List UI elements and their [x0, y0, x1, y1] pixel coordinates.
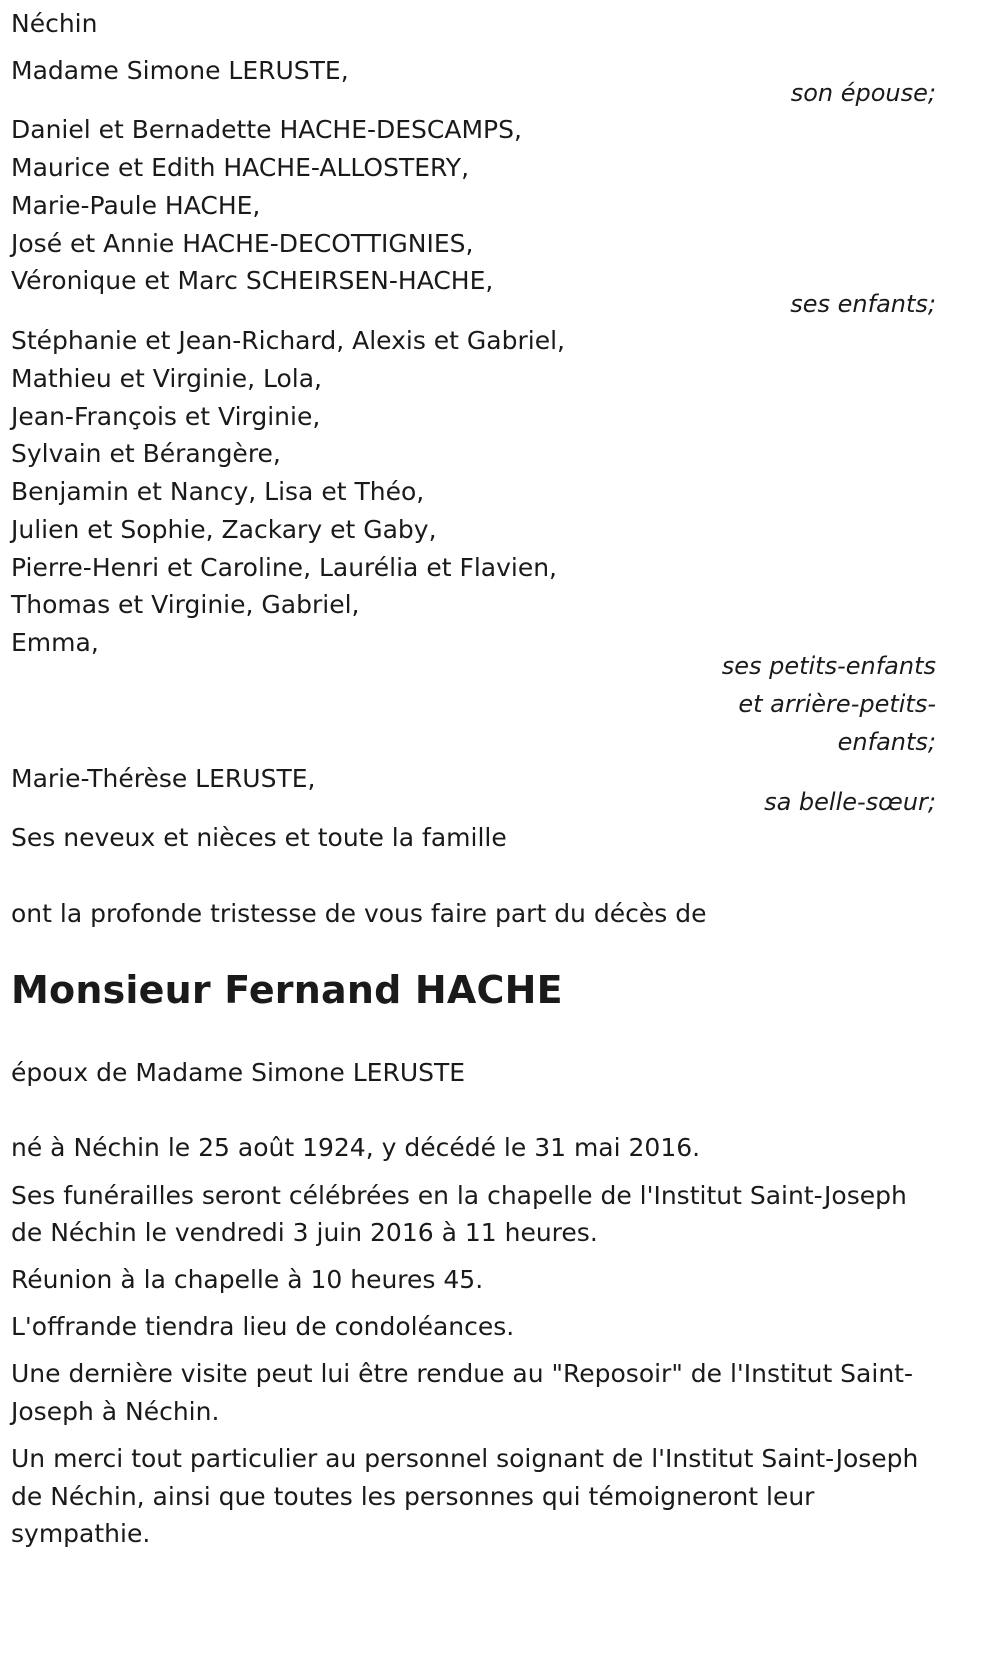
birth-death-text: né à Néchin le 25 août 1924, y décédé le 31 mai 2016.: [11, 1133, 701, 1162]
child-line: Marie-Paule HACHE,: [11, 191, 261, 220]
funeral-line: Ses funérailles seront célébrées en la chapelle de l'Institut Saint-Joseph: [11, 1181, 907, 1210]
grandchild-line: Sylvain et Bérangère,: [11, 439, 281, 468]
visit-line: Joseph à Néchin.: [11, 1397, 220, 1426]
child-line: Maurice et Edith HACHE-ALLOSTERY,: [11, 153, 470, 182]
spouse-name: Madame Simone LERUSTE,: [11, 56, 349, 85]
location-text: Néchin: [11, 9, 98, 38]
grandchild-line: Jean-François et Virginie,: [11, 402, 321, 431]
thanks-line: de Néchin, ainsi que toutes les personnes qui témoigneront leur: [11, 1482, 815, 1511]
meeting-text: Réunion à la chapelle à 10 heures 45.: [11, 1265, 484, 1294]
grandchild-line: Thomas et Virginie, Gabriel,: [11, 590, 360, 619]
grandchild-line: Benjamin et Nancy, Lisa et Théo,: [11, 477, 425, 506]
children-role: ses enfants;: [790, 290, 936, 318]
sister-in-law-role: sa belle-sœur;: [764, 788, 936, 816]
child-line: Véronique et Marc SCHEIRSEN-HACHE,: [11, 266, 494, 295]
grandchildren-role-line: ses petits-enfants: [721, 652, 936, 680]
sister-in-law-name: Marie-Thérèse LERUSTE,: [11, 764, 316, 793]
thanks-line: Un merci tout particulier au personnel soignant de l'Institut Saint-Joseph: [11, 1444, 919, 1473]
child-line: Daniel et Bernadette HACHE-DESCAMPS,: [11, 115, 522, 144]
funeral-line: de Néchin le vendredi 3 juin 2016 à 11 heures.: [11, 1218, 598, 1247]
grandchildren-role-line: et arrière-petits-: [738, 690, 936, 718]
grandchild-line: Julien et Sophie, Zackary et Gaby,: [11, 515, 437, 544]
grandchild-line: Mathieu et Virginie, Lola,: [11, 364, 322, 393]
family-text: Ses neveux et nièces et toute la famille: [11, 823, 507, 852]
grandchildren-role-line: enfants;: [837, 728, 936, 756]
visit-line: Une dernière visite peut lui être rendue au "Reposoir" de l'Institut Saint-: [11, 1359, 913, 1388]
offering-text: L'offrande tiendra lieu de condoléances.: [11, 1312, 515, 1341]
deceased-name-heading: Monsieur Fernand HACHE: [11, 968, 563, 1012]
husband-of-text: époux de Madame Simone LERUSTE: [11, 1058, 466, 1087]
grandchild-line: Pierre-Henri et Caroline, Laurélia et Flavien,: [11, 553, 558, 582]
announcement-text: ont la profonde tristesse de vous faire part du décès de: [11, 899, 707, 928]
grandchild-line: Emma,: [11, 628, 99, 657]
thanks-line: sympathie.: [11, 1519, 151, 1548]
grandchild-line: Stéphanie et Jean-Richard, Alexis et Gabriel,: [11, 326, 565, 355]
child-line: José et Annie HACHE-DECOTTIGNIES,: [11, 229, 474, 258]
spouse-role: son épouse;: [790, 79, 936, 107]
